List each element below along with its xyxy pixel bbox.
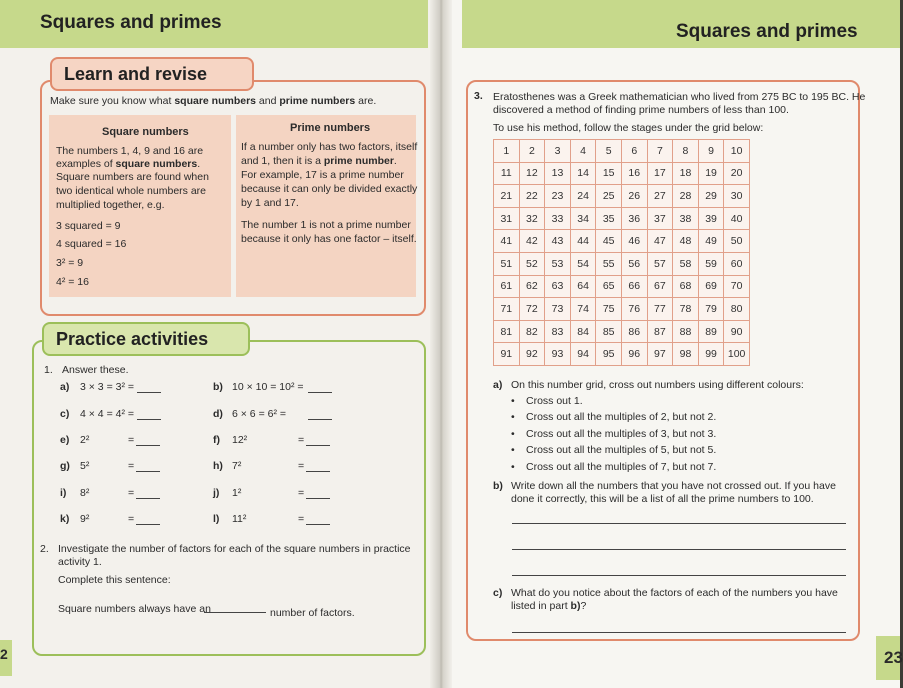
grid-cell-52[interactable]: 52 bbox=[519, 252, 545, 275]
grid-cell-44[interactable]: 44 bbox=[570, 230, 596, 253]
grid-cell-99[interactable]: 99 bbox=[698, 343, 724, 366]
q1-item-expression: 6 × 6 = 6² = bbox=[232, 408, 286, 420]
square-example-2: 4 squared = 16 bbox=[56, 238, 127, 250]
prime-numbers-heading: Prime numbers bbox=[290, 122, 371, 134]
grid-cell-26[interactable]: 26 bbox=[621, 185, 647, 208]
q1-answer-blank[interactable] bbox=[136, 498, 160, 499]
part-a-label: a) bbox=[493, 379, 503, 391]
grid-cell-64[interactable]: 64 bbox=[570, 275, 596, 298]
bullet-item: Cross out all the multiples of 7, but not 7. bbox=[526, 460, 717, 473]
grid-row bbox=[494, 252, 750, 275]
grid-cell-95[interactable]: 95 bbox=[596, 343, 622, 366]
q1-item-label: k) bbox=[60, 513, 70, 525]
grid-cell-91[interactable]: 91 bbox=[494, 343, 520, 366]
grid-cell-43[interactable]: 43 bbox=[545, 230, 571, 253]
q1-answer-blank[interactable] bbox=[136, 471, 160, 472]
q1-item-expression: 10 × 10 = 10² = bbox=[232, 381, 304, 393]
part-a-text: On this number grid, cross out numbers using different colours: bbox=[511, 379, 804, 391]
q1-item-equals: = bbox=[298, 513, 305, 525]
q1-item-label: h) bbox=[213, 460, 223, 472]
left-page bbox=[0, 0, 440, 688]
learn-intro: Make sure you know what square numbers and prime numbers are. bbox=[50, 95, 377, 107]
grid-cell-24[interactable]: 24 bbox=[570, 185, 596, 208]
q1-item-expression: 8² bbox=[80, 487, 90, 499]
q2-complete: Complete this sentence: bbox=[58, 574, 171, 586]
grid-cell-33[interactable]: 33 bbox=[545, 207, 571, 230]
grid-cell-38[interactable]: 38 bbox=[673, 207, 699, 230]
bullet-item: Cross out all the multiples of 3, but not 3. bbox=[526, 427, 717, 440]
grid-cell-53[interactable]: 53 bbox=[545, 252, 571, 275]
grid-cell-14[interactable]: 14 bbox=[570, 162, 596, 185]
grid-cell-56[interactable]: 56 bbox=[621, 252, 647, 275]
grid-cell-21[interactable]: 21 bbox=[494, 185, 520, 208]
q3-number: 3. bbox=[474, 90, 483, 102]
left-page-number: 2 bbox=[0, 646, 8, 662]
q1-answer-blank[interactable] bbox=[136, 445, 160, 446]
left-header-title: Squares and primes bbox=[40, 12, 222, 33]
grid-cell-48[interactable]: 48 bbox=[673, 230, 699, 253]
grid-cell-63[interactable]: 63 bbox=[545, 275, 571, 298]
grid-cell-86[interactable]: 86 bbox=[621, 320, 647, 343]
grid-cell-47[interactable]: 47 bbox=[647, 230, 673, 253]
grid-cell-54[interactable]: 54 bbox=[570, 252, 596, 275]
part-c-line-1: What do you notice about the factors of each of the numbers you have bbox=[511, 587, 838, 599]
part-c-line-2: listed in part b)? bbox=[511, 600, 587, 612]
grid-row bbox=[494, 275, 750, 298]
grid-cell-87[interactable]: 87 bbox=[647, 320, 673, 343]
q1-answer-blank[interactable] bbox=[306, 471, 330, 472]
grid-cell-41[interactable]: 41 bbox=[494, 230, 520, 253]
grid-cell-11[interactable]: 11 bbox=[494, 162, 520, 185]
grid-cell-78[interactable]: 78 bbox=[673, 298, 699, 321]
q1-number: 1. bbox=[44, 364, 53, 376]
q1-item-equals: = bbox=[128, 487, 135, 499]
bullet-dot: • bbox=[511, 411, 515, 424]
grid-cell-70[interactable]: 70 bbox=[724, 275, 750, 298]
q1-answer-blank[interactable] bbox=[306, 445, 330, 446]
grid-cell-69[interactable]: 69 bbox=[698, 275, 724, 298]
q1-answer-blank[interactable] bbox=[137, 392, 161, 393]
grid-cell-10[interactable]: 10 bbox=[724, 140, 750, 163]
grid-row bbox=[494, 343, 750, 366]
q1-item-equals: = bbox=[128, 460, 135, 472]
q1-answer-blank[interactable] bbox=[308, 419, 332, 420]
q3-instruction: To use his method, follow the stages under the grid below: bbox=[493, 122, 764, 134]
part-c-label: c) bbox=[493, 587, 503, 599]
grid-cell-55[interactable]: 55 bbox=[596, 252, 622, 275]
grid-cell-15[interactable]: 15 bbox=[596, 162, 622, 185]
learn-revise-title: Learn and revise bbox=[50, 57, 254, 91]
grid-cell-68[interactable]: 68 bbox=[673, 275, 699, 298]
q1-item-expression: 3 × 3 = 3² = bbox=[80, 381, 134, 393]
grid-cell-96[interactable]: 96 bbox=[621, 343, 647, 366]
grid-cell-84[interactable]: 84 bbox=[570, 320, 596, 343]
q1-item-expression: 9² bbox=[80, 513, 90, 525]
grid-cell-9[interactable]: 9 bbox=[698, 140, 724, 163]
q1-item-expression: 4 × 4 = 4² = bbox=[80, 408, 134, 420]
square-example-3: 3² = 9 bbox=[56, 257, 84, 269]
grid-cell-6[interactable]: 6 bbox=[621, 140, 647, 163]
square-text-4: two identical whole numbers are bbox=[56, 185, 206, 197]
part-b-line-2: done it correctly, this will be a list of all the prime numbers to 100. bbox=[511, 493, 814, 505]
q2-line-2: activity 1. bbox=[58, 556, 102, 568]
part-b-answer-line-2[interactable] bbox=[512, 549, 846, 550]
bullet-dot: • bbox=[511, 395, 515, 407]
part-b-label: b) bbox=[493, 480, 503, 492]
q2-sentence-start: Square numbers always have an bbox=[58, 603, 211, 615]
grid-cell-90[interactable]: 90 bbox=[724, 320, 750, 343]
grid-cell-65[interactable]: 65 bbox=[596, 275, 622, 298]
prime-text-3: For example, 17 is a prime number bbox=[241, 169, 404, 181]
q1-item-expression: 5² bbox=[80, 460, 90, 472]
grid-cell-83[interactable]: 83 bbox=[545, 320, 571, 343]
grid-cell-40[interactable]: 40 bbox=[724, 207, 750, 230]
prime-text-2: and 1, then it is a prime number. bbox=[241, 155, 397, 167]
grid-cell-82[interactable]: 82 bbox=[519, 320, 545, 343]
grid-cell-67[interactable]: 67 bbox=[647, 275, 673, 298]
square-text-3: Square numbers are found when bbox=[56, 171, 209, 183]
grid-cell-57[interactable]: 57 bbox=[647, 252, 673, 275]
grid-cell-42[interactable]: 42 bbox=[519, 230, 545, 253]
grid-cell-23[interactable]: 23 bbox=[545, 185, 571, 208]
square-text-1: The numbers 1, 4, 9 and 16 are bbox=[56, 145, 204, 157]
grid-cell-27[interactable]: 27 bbox=[647, 185, 673, 208]
grid-row bbox=[494, 230, 750, 253]
grid-cell-94[interactable]: 94 bbox=[570, 343, 596, 366]
q1-item-equals: = bbox=[128, 513, 135, 525]
q1-answer-blank[interactable] bbox=[136, 524, 160, 525]
grid-cell-31[interactable]: 31 bbox=[494, 207, 520, 230]
grid-cell-98[interactable]: 98 bbox=[673, 343, 699, 366]
q1-item-label: e) bbox=[60, 434, 70, 446]
q2-sentence-end: number of factors. bbox=[270, 607, 355, 619]
bullet-dot: • bbox=[511, 444, 515, 457]
q1-item-equals: = bbox=[298, 487, 305, 499]
q2-line-1: Investigate the number of factors for each of the square numbers in practice bbox=[58, 543, 411, 555]
grid-cell-50[interactable]: 50 bbox=[724, 230, 750, 253]
grid-cell-28[interactable]: 28 bbox=[673, 185, 699, 208]
bullet-item: Cross out 1. bbox=[526, 395, 583, 407]
grid-cell-75[interactable]: 75 bbox=[596, 298, 622, 321]
q1-item-expression: 2² bbox=[80, 434, 90, 446]
grid-cell-17[interactable]: 17 bbox=[647, 162, 673, 185]
grid-cell-60[interactable]: 60 bbox=[724, 252, 750, 275]
grid-cell-22[interactable]: 22 bbox=[519, 185, 545, 208]
grid-cell-37[interactable]: 37 bbox=[647, 207, 673, 230]
grid-cell-19[interactable]: 19 bbox=[698, 162, 724, 185]
q1-item-expression: 12² bbox=[232, 434, 248, 446]
prime-text-1: If a number only has two factors, itself bbox=[241, 141, 418, 153]
q2-answer-line[interactable] bbox=[204, 612, 266, 613]
prime-text-5: by 1 and 17. bbox=[241, 197, 299, 209]
square-example-4: 4² = 16 bbox=[56, 276, 89, 288]
bullet-item: Cross out all the multiples of 2, but not 2. bbox=[526, 411, 717, 424]
number-grid bbox=[493, 139, 750, 366]
square-example-1: 3 squared = 9 bbox=[56, 220, 121, 232]
q2-number: 2. bbox=[40, 543, 49, 555]
grid-cell-73[interactable]: 73 bbox=[545, 298, 571, 321]
square-numbers-heading: Square numbers bbox=[102, 126, 189, 138]
grid-cell-92[interactable]: 92 bbox=[519, 343, 545, 366]
grid-cell-61[interactable]: 61 bbox=[494, 275, 520, 298]
grid-cell-72[interactable]: 72 bbox=[519, 298, 545, 321]
part-b-answer-line-1[interactable] bbox=[512, 523, 846, 524]
right-page-number: 23 bbox=[884, 648, 903, 667]
grid-cell-34[interactable]: 34 bbox=[570, 207, 596, 230]
grid-cell-88[interactable]: 88 bbox=[673, 320, 699, 343]
grid-cell-29[interactable]: 29 bbox=[698, 185, 724, 208]
grid-row bbox=[494, 140, 750, 163]
q1-item-label: g) bbox=[60, 460, 70, 472]
bullet-dot: • bbox=[511, 460, 515, 473]
grid-cell-45[interactable]: 45 bbox=[596, 230, 622, 253]
grid-cell-36[interactable]: 36 bbox=[621, 207, 647, 230]
grid-cell-4[interactable]: 4 bbox=[570, 140, 596, 163]
prime-text-7: because it only has one factor – itself. bbox=[241, 233, 417, 245]
grid-cell-66[interactable]: 66 bbox=[621, 275, 647, 298]
grid-cell-85[interactable]: 85 bbox=[596, 320, 622, 343]
grid-cell-59[interactable]: 59 bbox=[698, 252, 724, 275]
grid-cell-58[interactable]: 58 bbox=[673, 252, 699, 275]
grid-cell-25[interactable]: 25 bbox=[596, 185, 622, 208]
q1-item-label: d) bbox=[213, 408, 223, 420]
grid-cell-20[interactable]: 20 bbox=[724, 162, 750, 185]
q1-item-expression: 11² bbox=[232, 513, 247, 525]
square-text-5: multiplied together, e.g. bbox=[56, 199, 165, 211]
q1-item-expression: 7² bbox=[232, 460, 242, 472]
grid-cell-18[interactable]: 18 bbox=[673, 162, 699, 185]
part-b-line-1: Write down all the numbers that you have not crossed out. If you have bbox=[511, 480, 836, 492]
q1-text: Answer these. bbox=[62, 364, 129, 376]
grid-cell-51[interactable]: 51 bbox=[494, 252, 520, 275]
q1-answer-blank[interactable] bbox=[137, 419, 161, 420]
grid-row bbox=[494, 185, 750, 208]
grid-row bbox=[494, 320, 750, 343]
grid-cell-89[interactable]: 89 bbox=[698, 320, 724, 343]
prime-text-4: because it can only be divided exactly bbox=[241, 183, 418, 195]
square-text-2: examples of square numbers. bbox=[56, 158, 201, 170]
grid-cell-7[interactable]: 7 bbox=[647, 140, 673, 163]
grid-cell-46[interactable]: 46 bbox=[621, 230, 647, 253]
q1-item-label: i) bbox=[60, 487, 67, 499]
grid-cell-77[interactable]: 77 bbox=[647, 298, 673, 321]
grid-cell-49[interactable]: 49 bbox=[698, 230, 724, 253]
right-header-title: Squares and primes bbox=[676, 21, 858, 42]
grid-cell-74[interactable]: 74 bbox=[570, 298, 596, 321]
grid-row bbox=[494, 162, 750, 185]
q1-item-label: c) bbox=[60, 408, 70, 420]
q1-item-label: a) bbox=[60, 381, 70, 393]
grid-cell-93[interactable]: 93 bbox=[545, 343, 571, 366]
part-c-answer-line[interactable] bbox=[512, 632, 846, 633]
q1-item-equals: = bbox=[298, 460, 305, 472]
grid-cell-71[interactable]: 71 bbox=[494, 298, 520, 321]
grid-cell-97[interactable]: 97 bbox=[647, 343, 673, 366]
q1-item-label: l) bbox=[213, 513, 220, 525]
q1-item-label: f) bbox=[213, 434, 220, 446]
q1-answer-blank[interactable] bbox=[306, 498, 330, 499]
bullet-dot: • bbox=[511, 427, 515, 440]
grid-row bbox=[494, 207, 750, 230]
grid-cell-62[interactable]: 62 bbox=[519, 275, 545, 298]
q1-answer-blank[interactable] bbox=[308, 392, 332, 393]
grid-cell-1[interactable]: 1 bbox=[494, 140, 520, 163]
grid-cell-76[interactable]: 76 bbox=[621, 298, 647, 321]
q1-item-label: j) bbox=[213, 487, 220, 499]
practice-title: Practice activities bbox=[42, 322, 250, 356]
q3-line-2: discovered a method of finding prime numbers of less than 100. bbox=[493, 104, 789, 116]
grid-cell-79[interactable]: 79 bbox=[698, 298, 724, 321]
grid-cell-5[interactable]: 5 bbox=[596, 140, 622, 163]
grid-cell-8[interactable]: 8 bbox=[673, 140, 699, 163]
q1-item-expression: 1² bbox=[232, 487, 242, 499]
grid-cell-30[interactable]: 30 bbox=[724, 185, 750, 208]
grid-cell-100[interactable]: 100 bbox=[724, 343, 750, 366]
prime-text-6: The number 1 is not a prime number bbox=[241, 219, 411, 231]
q1-item-equals: = bbox=[298, 434, 305, 446]
grid-cell-32[interactable]: 32 bbox=[519, 207, 545, 230]
grid-cell-81[interactable]: 81 bbox=[494, 320, 520, 343]
q3-line-1: Eratosthenes was a Greek mathematician who lived from 275 BC to 195 BC. He bbox=[493, 91, 866, 103]
grid-row bbox=[494, 298, 750, 321]
q1-item-equals: = bbox=[128, 434, 135, 446]
grid-cell-2[interactable]: 2 bbox=[519, 140, 545, 163]
grid-cell-13[interactable]: 13 bbox=[545, 162, 571, 185]
grid-cell-12[interactable]: 12 bbox=[519, 162, 545, 185]
bullet-item: Cross out all the multiples of 5, but not 5. bbox=[526, 444, 717, 457]
q1-item-label: b) bbox=[213, 381, 223, 393]
part-b-answer-line-3[interactable] bbox=[512, 575, 846, 576]
grid-cell-35[interactable]: 35 bbox=[596, 207, 622, 230]
q1-answer-blank[interactable] bbox=[306, 524, 330, 525]
grid-cell-39[interactable]: 39 bbox=[698, 207, 724, 230]
grid-cell-3[interactable]: 3 bbox=[545, 140, 571, 163]
grid-cell-80[interactable]: 80 bbox=[724, 298, 750, 321]
grid-cell-16[interactable]: 16 bbox=[621, 162, 647, 185]
